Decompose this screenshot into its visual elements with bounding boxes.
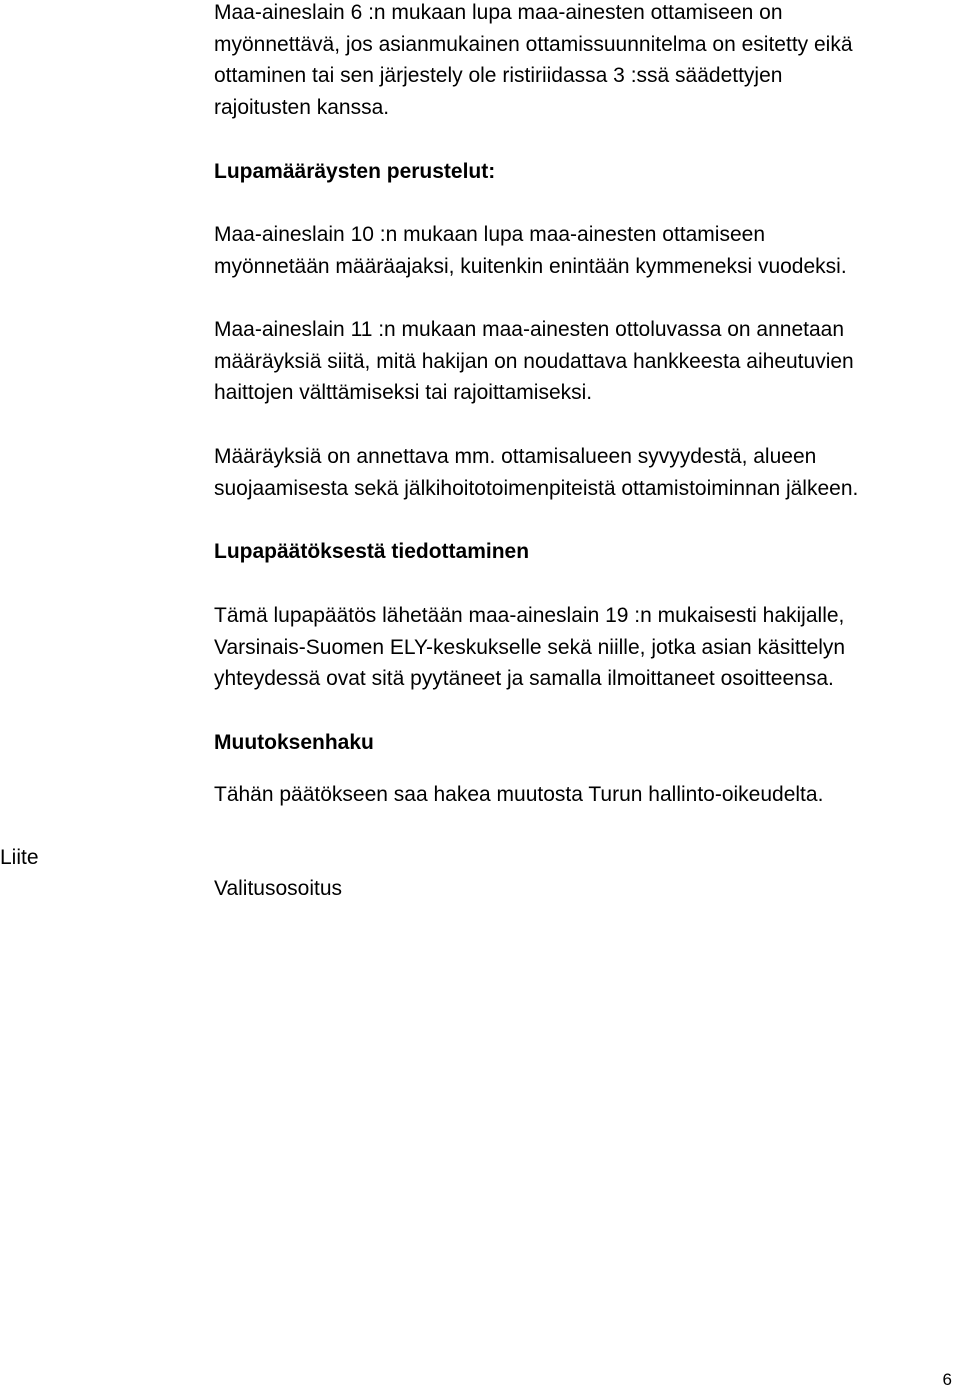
paragraph-lupapaatos-lahetetaan xyxy=(214,600,954,695)
heading-lupamaaraysten-perustelut: Lupamääräysten perustelut: xyxy=(214,160,496,183)
paragraph-maa-aineslain-6 xyxy=(214,0,954,123)
text-line: haittojen välttämiseksi tai rajoittamiseksi. xyxy=(214,381,593,404)
text-line: Maa-aineslain 10 :n mukaan lupa maa-ainesten ottamiseen xyxy=(214,223,765,246)
paragraph-muutoksenhaku xyxy=(214,779,954,811)
text-line: Maa-aineslain 6 :n mukaan lupa maa-ainesten ottamiseen on xyxy=(214,1,783,24)
text-line: määräyksiä siitä, mitä hakijan on noudattava hankkeesta aiheutuvien xyxy=(214,349,854,373)
margin-label-liite: Liite xyxy=(0,846,39,869)
text-line: Maa-aineslain 11 :n mukaan maa-ainesten ottoluvassa on annetaan xyxy=(214,318,845,341)
text-line: myönnettävä, jos asianmukainen ottamissuunnitelma on esitetty eikä xyxy=(214,32,853,56)
text-line: yhteydessä ovat sitä pyytäneet ja samalla ilmoittaneet osoitteensa. xyxy=(214,667,834,690)
attachment-valitusosoitus xyxy=(214,873,954,905)
page-number: 6 xyxy=(942,1370,952,1389)
text-line: Varsinais-Suomen ELY-keskukselle sekä niille, jotka asian käsittelyn xyxy=(214,635,846,659)
paragraph-maa-aineslain-11 xyxy=(214,314,954,409)
heading-muutoksenhaku: Muutoksenhaku xyxy=(214,731,374,754)
text-line: Tähän päätökseen saa hakea muutosta Turun hallinto-oikeudelta. xyxy=(214,783,824,806)
text-line: suojaamisesta sekä jälkihoitotoimenpiteistä ottamistoiminnan jälkeen. xyxy=(214,476,859,500)
heading-lupapaatoksesta-tiedottaminen: Lupapäätöksestä tiedottaminen xyxy=(214,540,530,563)
paragraph-maaraykset xyxy=(214,441,954,504)
paragraph-maa-aineslain-10 xyxy=(214,219,954,282)
attachment-name: Valitusosoitus xyxy=(214,877,343,900)
text-line: ottaminen tai sen järjestely ole ristiriidassa 3 :ssä säädettyjen xyxy=(214,64,783,87)
text-line: rajoitusten kanssa. xyxy=(214,95,390,119)
text-line: Tämä lupapäätös lähetään maa-aineslain 19 :n mukaisesti hakijalle, xyxy=(214,604,845,627)
text-line: myönnetään määräajaksi, kuitenkin enintään kymmeneksi vuodeksi. xyxy=(214,254,847,278)
text-line: Määräyksiä on annettava mm. ottamisalueen syvyydestä, alueen xyxy=(214,445,817,468)
